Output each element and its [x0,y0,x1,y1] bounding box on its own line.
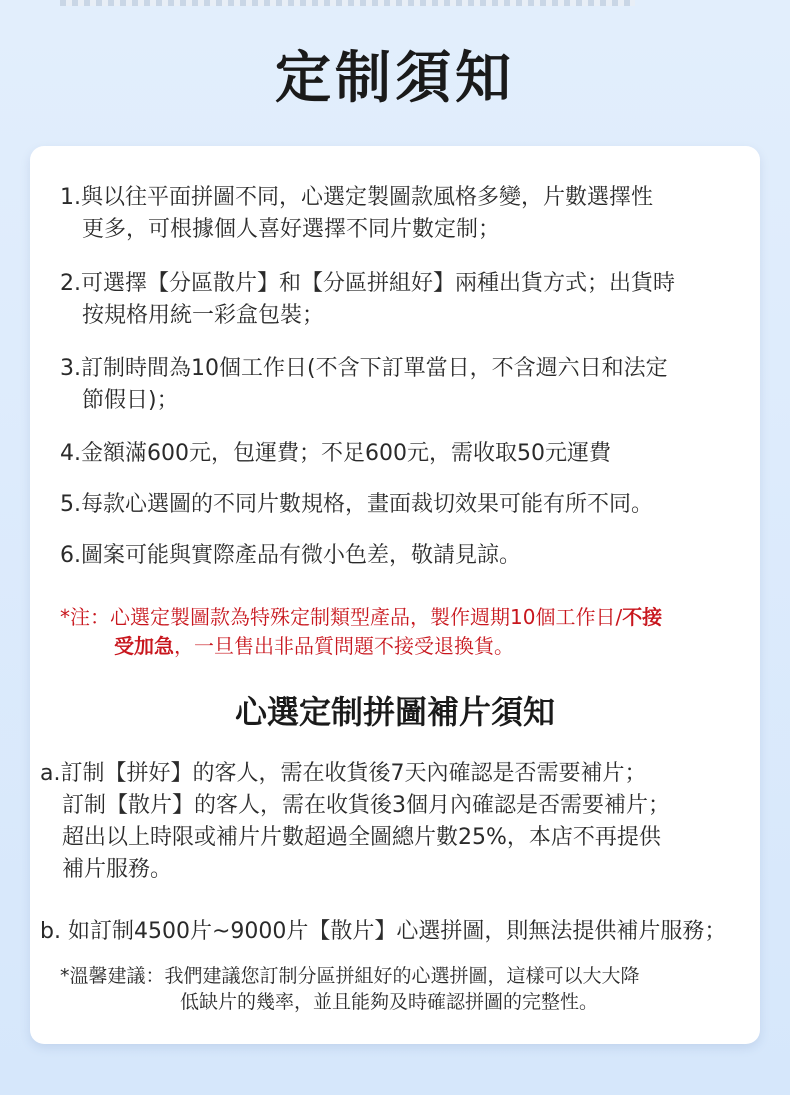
notice-item-4 [60,438,750,470]
section-a-line: 訂制【散片】的客人，需在收貨後3個月內確認是否需要補片； [62,793,670,818]
notice-item-5 [60,489,750,521]
note-emphasis-continued: 受加急 [114,634,174,658]
notice-item-3 [60,353,750,417]
note-text-continued: ，一旦售出非品質問題不接受退換貨。 [174,634,514,658]
item-text-continued: 更多，可根據個人喜好選擇不同片數定制； [82,217,501,242]
notice-item-2 [60,268,750,332]
notice-item-1 [60,182,740,246]
section-a [40,758,760,886]
note-prefix: *注： [60,605,110,629]
item-number: 5. [60,492,81,517]
item-text-continued: 節假日)； [82,388,179,413]
item-number: 6. [60,543,81,568]
item-number: 2. [60,271,81,296]
page-title: 定制須知 [275,46,515,111]
tip-line: *溫馨建議：我們建議您訂制分區拼組好的心選拼圖，這樣可以大大降 [60,965,640,987]
top-decorative-strip [60,0,635,6]
tip-line-continued: 低缺片的幾率，並且能夠及時確認拼圖的完整性。 [180,991,599,1013]
item-text: 每款心選圖的不同片數規格，畫面裁切效果可能有所不同。 [81,492,654,517]
tip-note [60,963,740,1015]
item-number: 3. [60,356,81,381]
item-text: 訂制時間為10個工作日(不含下訂單當日，不含週六日和法定 [81,356,668,381]
notice-item-6 [60,540,750,572]
special-note [60,603,720,661]
item-text: 可選擇【分區散片】和【分區拼組好】兩種出貨方式；出貨時 [81,271,676,296]
note-emphasis: 不接 [622,605,663,629]
section-heading: 心選定制拼圖補片須知 [234,693,555,731]
section-a-line: 超出以上時限或補片片數超過全圖總片數25%，本店不再提供 [62,825,661,850]
item-text: 圖案可能與實際產品有微小色差，敬請見諒。 [81,543,522,568]
item-text-continued: 按規格用統一彩盒包裝； [82,303,325,328]
item-text: 金額滿600元，包運費；不足600元，需收取50元運費 [81,441,611,466]
section-b: b. 如訂制4500片~9000片【散片】心選拼圖，則無法提供補片服務； [40,919,727,944]
item-text: 與以往平面拼圖不同，心選定製圖款風格多變，片數選擇性 [81,185,654,210]
item-number: 4. [60,441,81,466]
section-a-line: 補片服務。 [62,857,173,882]
section-a-line: a.訂制【拼好】的客人，需在收貨後7天內確認是否需要補片； [40,761,647,786]
item-number: 1. [60,185,81,210]
note-text: 心選定製圖款為特殊定制類型產品，製作週期10個工作日/ [110,605,623,629]
